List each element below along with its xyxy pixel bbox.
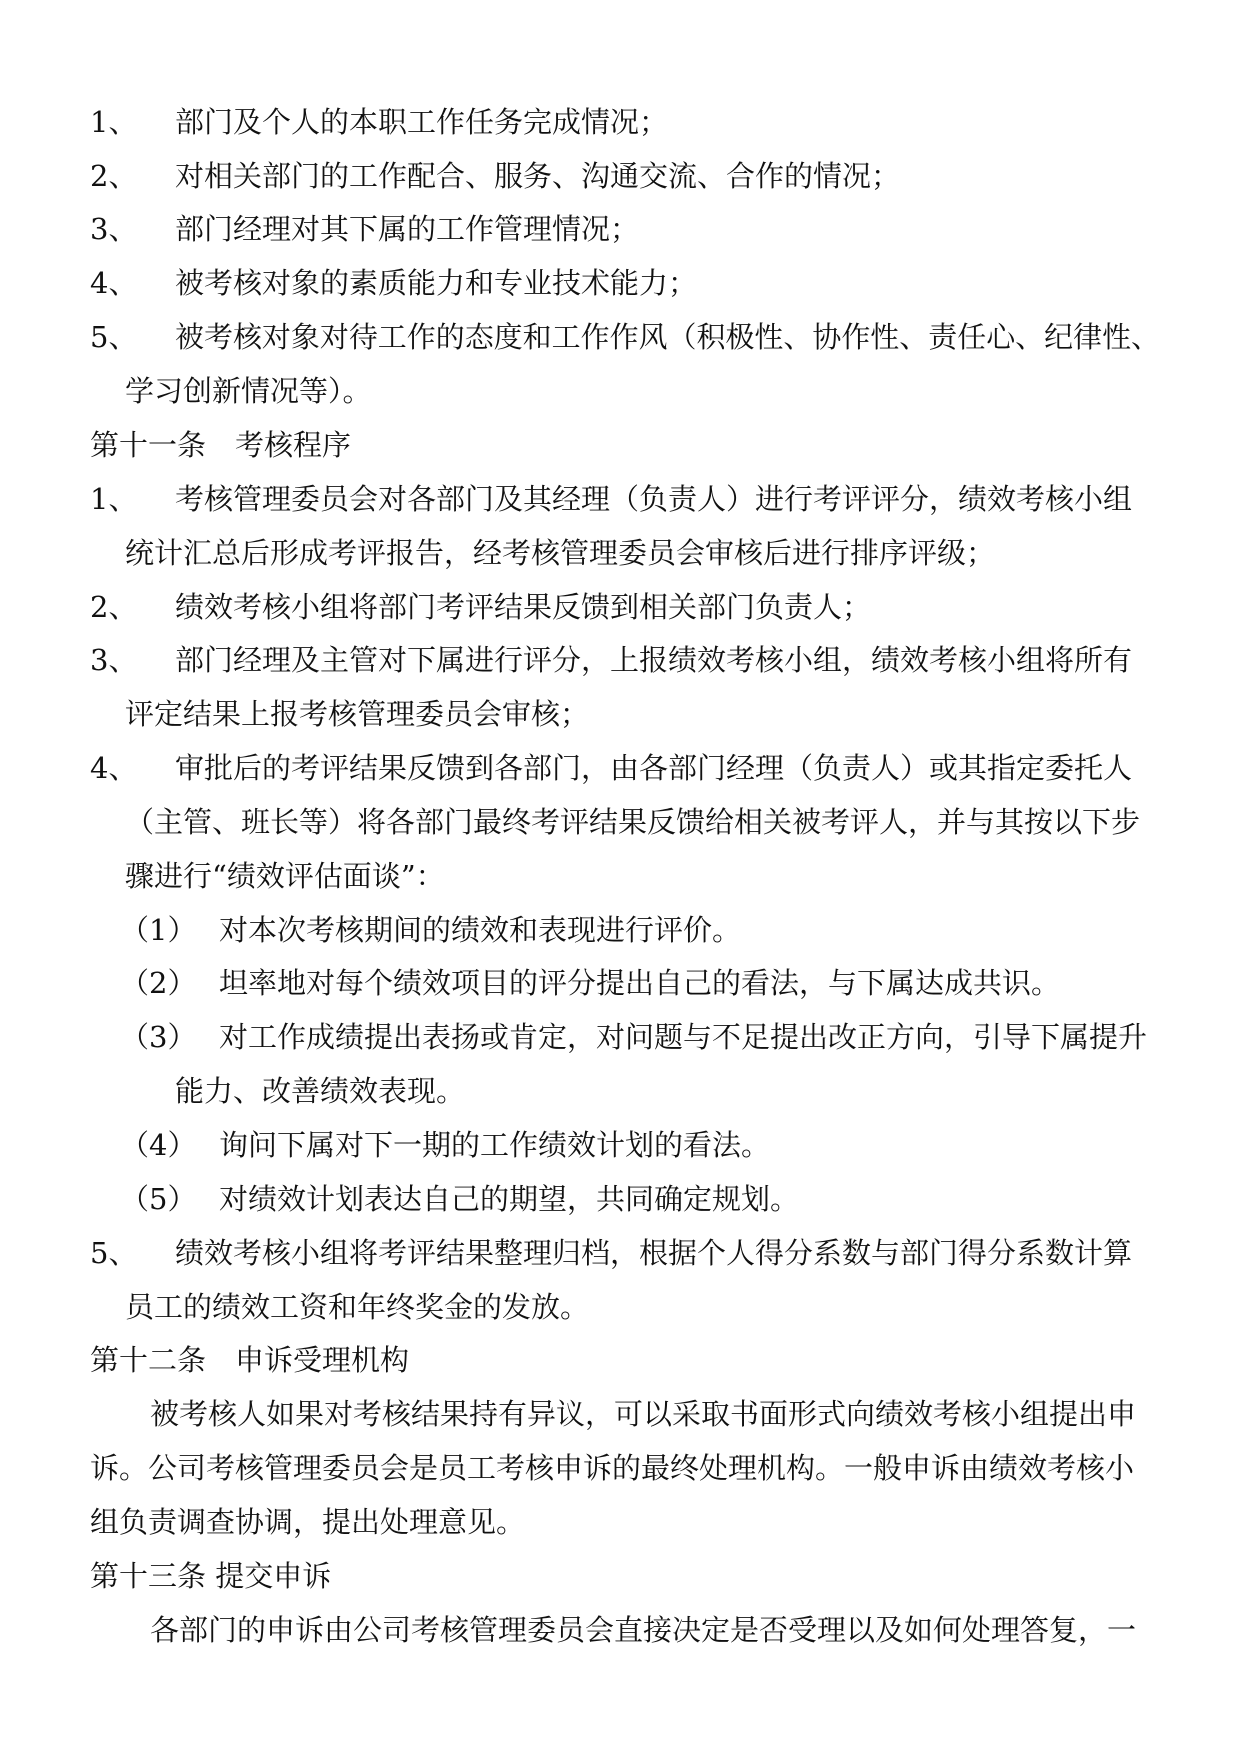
item-text: 部门经理对其下属的工作管理情况； <box>175 212 640 246</box>
paragraph-text: 被考核人如果对考核结果持有异议，可以采取书面形式向绩效考核小组提出申 <box>150 1397 1137 1431</box>
item-number: 5、 <box>90 320 138 354</box>
item-text-continued: 评定结果上报考核管理委员会审核； <box>125 697 590 731</box>
item-text: 被考核对象对待工作的态度和工作作风（积极性、协作性、责任心、纪律性、 <box>175 320 1161 354</box>
item-text: 考核管理委员会对各部门及其经理（负责人）进行考评评分，绩效考核小组 <box>175 482 1133 516</box>
item-text-continued: 骤进行“绩效评估面谈”： <box>125 859 445 893</box>
sub-item-text: 询问下属对下一期的工作绩效计划的看法。 <box>219 1128 771 1162</box>
item-text-continued: 统计汇总后形成考评报告，经考核管理委员会审核后进行排序评级； <box>125 536 996 570</box>
item-text-continued: 学习创新情况等）。 <box>125 374 372 408</box>
item-text: 被考核对象的素质能力和专业技术能力； <box>175 266 698 300</box>
item-text: 部门及个人的本职工作任务完成情况； <box>175 105 669 139</box>
section-heading: 第十一条 考核程序 <box>90 428 352 462</box>
sub-item-text: 对绩效计划表达自己的期望，共同确定规划。 <box>219 1182 800 1216</box>
sub-item-text-continued: 能力、改善绩效表现。 <box>175 1074 466 1108</box>
item-number: 2、 <box>90 159 138 193</box>
item-number: 1、 <box>90 482 138 516</box>
item-number: 4、 <box>90 751 138 785</box>
sub-item-number: （2） <box>120 966 197 1000</box>
item-text-continued: （主管、班长等）将各部门最终考评结果反馈给相关被考评人，并与其按以下步 <box>125 805 1141 839</box>
sub-item-number: （5） <box>120 1182 197 1216</box>
sub-item-number: （4） <box>120 1128 197 1162</box>
item-text: 对相关部门的工作配合、服务、沟通交流、合作的情况； <box>175 159 901 193</box>
item-number: 3、 <box>90 643 138 677</box>
section-heading: 第十三条 提交申诉 <box>90 1559 332 1593</box>
sub-item-text: 对工作成绩提出表扬或肯定，对问题与不足提出改正方向，引导下属提升 <box>219 1020 1148 1054</box>
sub-item-text: 坦率地对每个绩效项目的评分提出自己的看法，与下属达成共识。 <box>219 966 1061 1000</box>
item-text: 绩效考核小组将部门考评结果反馈到相关部门负责人； <box>175 590 872 624</box>
item-text-continued: 员工的绩效工资和年终奖金的发放。 <box>125 1290 590 1324</box>
item-number: 2、 <box>90 590 138 624</box>
sub-item-number: （3） <box>120 1020 197 1054</box>
paragraph-text: 诉。公司考核管理委员会是员工考核申诉的最终处理机构。一般申诉由绩效考核小 <box>90 1451 1135 1485</box>
item-number: 3、 <box>90 212 138 246</box>
item-number: 1、 <box>90 105 138 139</box>
item-text: 部门经理及主管对下属进行评分，上报绩效考核小组，绩效考核小组将所有 <box>175 643 1133 677</box>
paragraph-text: 组负责调查协调，提出处理意见。 <box>90 1505 526 1539</box>
item-text: 绩效考核小组将考评结果整理归档，根据个人得分系数与部门得分系数计算 <box>175 1236 1133 1270</box>
paragraph-text: 各部门的申诉由公司考核管理委员会直接决定是否受理以及如何处理答复，一 <box>150 1613 1137 1647</box>
sub-item-number: （1） <box>120 913 197 947</box>
item-text: 审批后的考评结果反馈到各部门，由各部门经理（负责人）或其指定委托人 <box>175 751 1133 785</box>
sub-item-text: 对本次考核期间的绩效和表现进行评价。 <box>219 913 742 947</box>
section-heading: 第十二条 申诉受理机构 <box>90 1343 410 1377</box>
item-number: 5、 <box>90 1236 138 1270</box>
item-number: 4、 <box>90 266 138 300</box>
